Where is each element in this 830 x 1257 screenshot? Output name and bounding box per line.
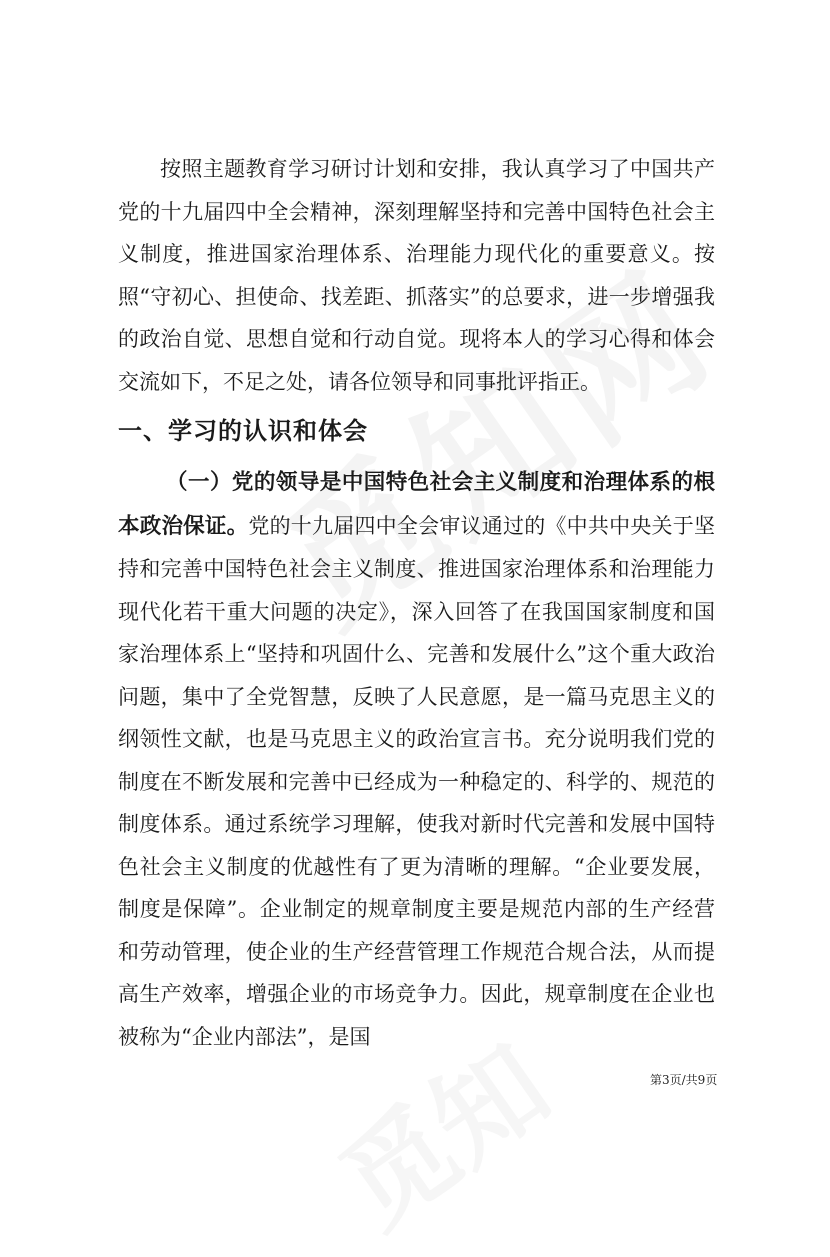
subsection-body: 党的十九届四中全会审议通过的《中共中央关于坚持和完善中国特色社会主义制度、推进国家治理体系和治理能力现代化若干重大问题的决定》，深入回答了在我国国家制度和国家治理体系上“坚持和巩固什么、完善和发展什么”这个重大政治问题，集中了全党智慧，反映了人民意愿，是一篇马克思主义的纲领性文献，也是马克思主义的政治宣言书。充分说明我们党的制度在不断发展和完善中已经成为一种稳定的、科学的、规范的制度体系。通过系统学习理解，使我对新时代完善和发展中国特色社会主义制度的优越性有了更为清晰的理解。“企业要发展，制度是保障”。企业制定的规章制度主要是规范内部的生产经营和劳动管理，使企业的生产经营管理工作规范合规合法，从而提高生产效率，增强企业的市场竞争力。因此，规章制度在企业也被称为“企业内部法”，是国	[118, 513, 715, 1049]
intro-paragraph: 按照主题教育学习研讨计划和安排，我认真学习了中国共产党的十九届四中全会精神，深刻理解坚持和完善中国特色社会主义制度，推进国家治理体系、治理能力现代化的重要意义。按照“守初心、担使命、找差距、抓落实”的总要求，进一步增强我的政治自觉、思想自觉和行动自觉。现将本人的学习心得和体会交流如下，不足之处，请各位领导和同事批评指正。	[118, 157, 715, 394]
document-body	[118, 148, 715, 1058]
section-heading: 一、学习的认识和体会	[118, 417, 368, 445]
subsection-paragraph	[118, 461, 715, 1058]
subsection-lead: （一）党的领导是中国特色社会主义制度和治理体系的根本政治保证。	[118, 470, 715, 539]
page-indicator: 第3页/共9页	[650, 1073, 718, 1087]
